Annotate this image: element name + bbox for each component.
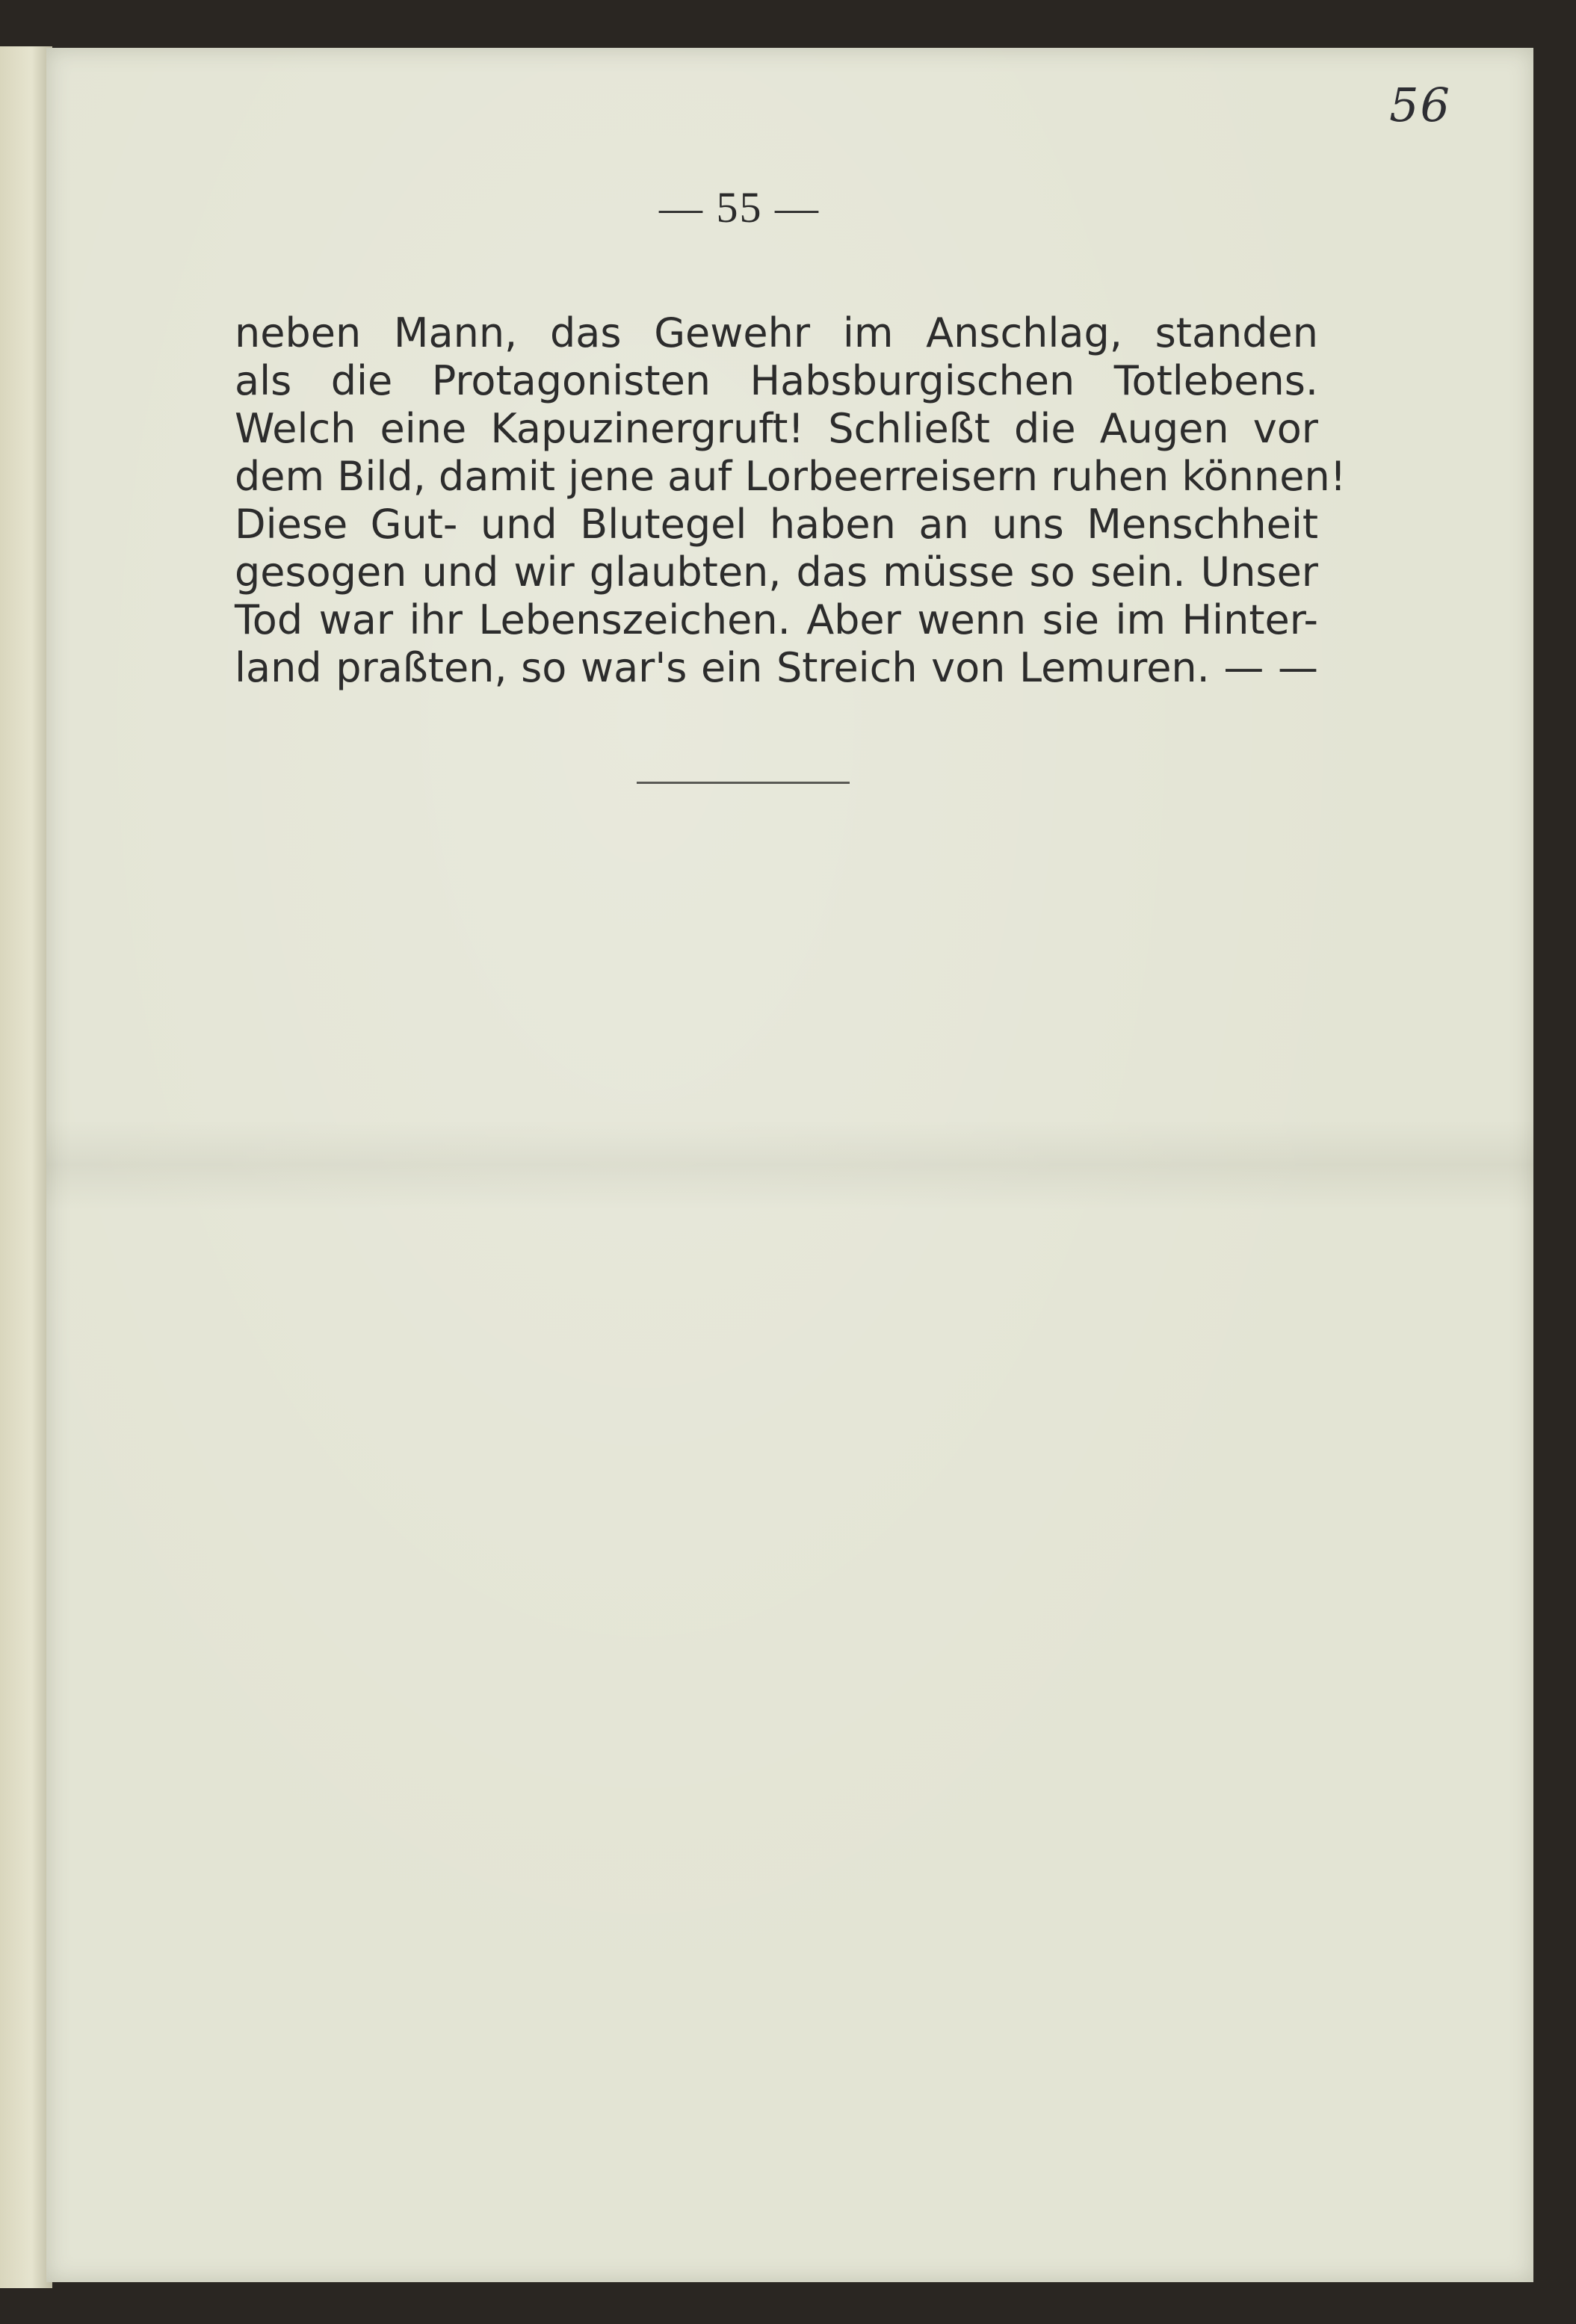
underlying-page-edge: [0, 46, 52, 2288]
text-line: Welch eine Kapuzinergruft! Schließt die Augen vor: [235, 405, 1318, 452]
text-line: als die Protagonisten Habsburgischen Totlebens.: [235, 357, 1318, 404]
text-line: gesogen und wir glaubten, das müsse so sein. Unser: [235, 548, 1318, 596]
page-number: — 55 —: [659, 183, 820, 232]
text-line: land praßten, so war's ein Streich von Lemuren. — —: [235, 644, 1318, 691]
end-rule-divider: [637, 782, 850, 784]
book-page: [46, 48, 1533, 2282]
text-line: Tod war ihr Lebenszeichen. Aber wenn sie im Hinter-: [235, 596, 1318, 643]
text-line: Diese Gut- und Blutegel haben an uns Menschheit: [235, 501, 1318, 548]
text-line: dem Bild, damit jene auf Lorbeerreisern ruhen können!: [235, 453, 1347, 500]
handwritten-folio-number: 56: [1389, 78, 1451, 132]
body-paragraph: [235, 309, 1347, 692]
text-line: neben Mann, das Gewehr im Anschlag, standen: [235, 309, 1318, 356]
